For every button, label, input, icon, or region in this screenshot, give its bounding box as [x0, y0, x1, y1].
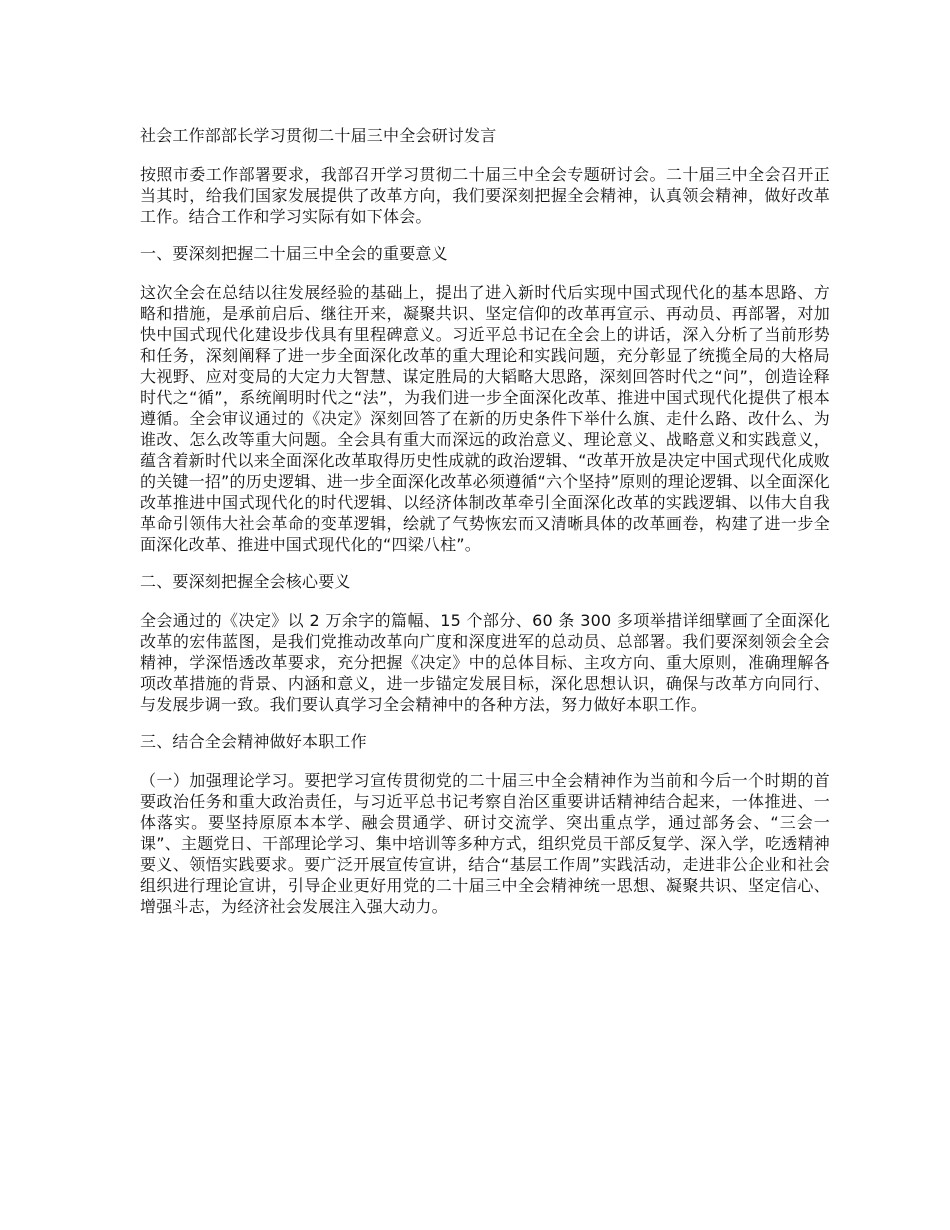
section-heading: 三、结合全会精神做好本职工作: [140, 732, 367, 751]
section-heading: 一、要深刻把握二十届三中全会的重要意义: [140, 244, 448, 263]
intro-paragraph: 按照市委工作部署要求，我部召开学习贯彻二十届三中全会专题研讨会。二十届三中全会召开正当其时，给我们国家发展提供了改革方向，我们要深刻把握全会精神，认真领会精神，做好改革工作。结合工作和学习实际有如下体会。: [140, 165, 830, 226]
document-page: [140, 124, 830, 932]
section-heading: 二、要深刻把握全会核心要义: [140, 572, 351, 591]
section-paragraph: （一）加强理论学习。要把学习宣传贯彻党的二十届三中全会精神作为当前和今后一个时期的首要政治任务和重大政治责任，与习近平总书记考察自治区重要讲话精神结合起来，一体推进、一体落实。要坚持原原本本学、融会贯通学、研讨交流学、突出重点学，通过部务会、“三会一课”、主题党日、干部理论学习、集中培训等多种方式，组织党员干部反复学、深入学，吃透精神要义、领悟实践要求。要广泛开展宣传宣讲，结合“基层工作周”实践活动，走进非公企业和社会组织进行理论宣讲，引导企业更好用党的二十届三中全会精神统一思想、凝聚共识、坚定信心、增强斗志，为经济社会发展注入强大动力。: [140, 771, 830, 916]
section-1: [140, 242, 830, 555]
section-2: [140, 570, 830, 715]
section-3: [140, 730, 830, 917]
section-paragraph: 这次全会在总结以往发展经验的基础上，提出了进入新时代后实现中国式现代化的基本思路、方略和措施，是承前启后、继往开来，凝聚共识、坚定信仰的改革再宣示、再动员、再部署，对加快中国式现代化建设步伐具有里程碑意义。习近平总书记在全会上的讲话，深入分析了当前形势和任务，深刻阐释了进一步全面深化改革的重大理论和实践问题，充分彰显了统揽全局的大格局大视野、应对变局的大定力大智慧、谋定胜局的大韬略大思路，深刻回答时代之“问”，创造诠释时代之“循”，系统阐明时代之“法”，为我们进一步全面深化改革、推进中国式现代化提供了根本遵循。全会审议通过的《决定》深刻回答了在新的历史条件下举什么旗、走什么路、改什么、为谁改、怎么改等重大问题。全会具有重大而深远的政治意义、理论意义、战略意义和实践意义，蕴含着新时代以来全面深化改革取得历史性成就的政治逻辑、“改革开放是决定中国式现代化成败的关键一招”的历史逻辑、进一步全面深化改革必须遵循“六个坚持”原则的理论逻辑、以全面深化改革推进中国式现代化的时代逻辑、以经济体制改革牵引全面深化改革的实践逻辑、以伟大自我革命引领伟大社会革命的变革逻辑，绘就了气势恢宏而又清晰具体的改革画卷，构建了进一步全面深化改革、推进中国式现代化的“四梁八柱”。: [140, 283, 830, 554]
document-title: 社会工作部部长学习贯彻二十届三中全会研讨发言: [140, 126, 497, 145]
section-paragraph: 全会通过的《决定》以 2 万余字的篇幅、15 个部分、60 条 300 多项举措详细擘画了全面深化改革的宏伟蓝图，是我们党推动改革向广度和深度进军的总动员、总部署。我们要深刻领会全会精神，学深悟透改革要求，充分把握《决定》中的总体目标、主攻方向、重大原则，准确理解各项改革措施的背景、内涵和意义，进一步锚定发展目标，深化思想认识，确保与改革方向同行、与发展步调一致。我们要认真学习全会精神中的各种方法，努力做好本职工作。: [140, 611, 830, 714]
